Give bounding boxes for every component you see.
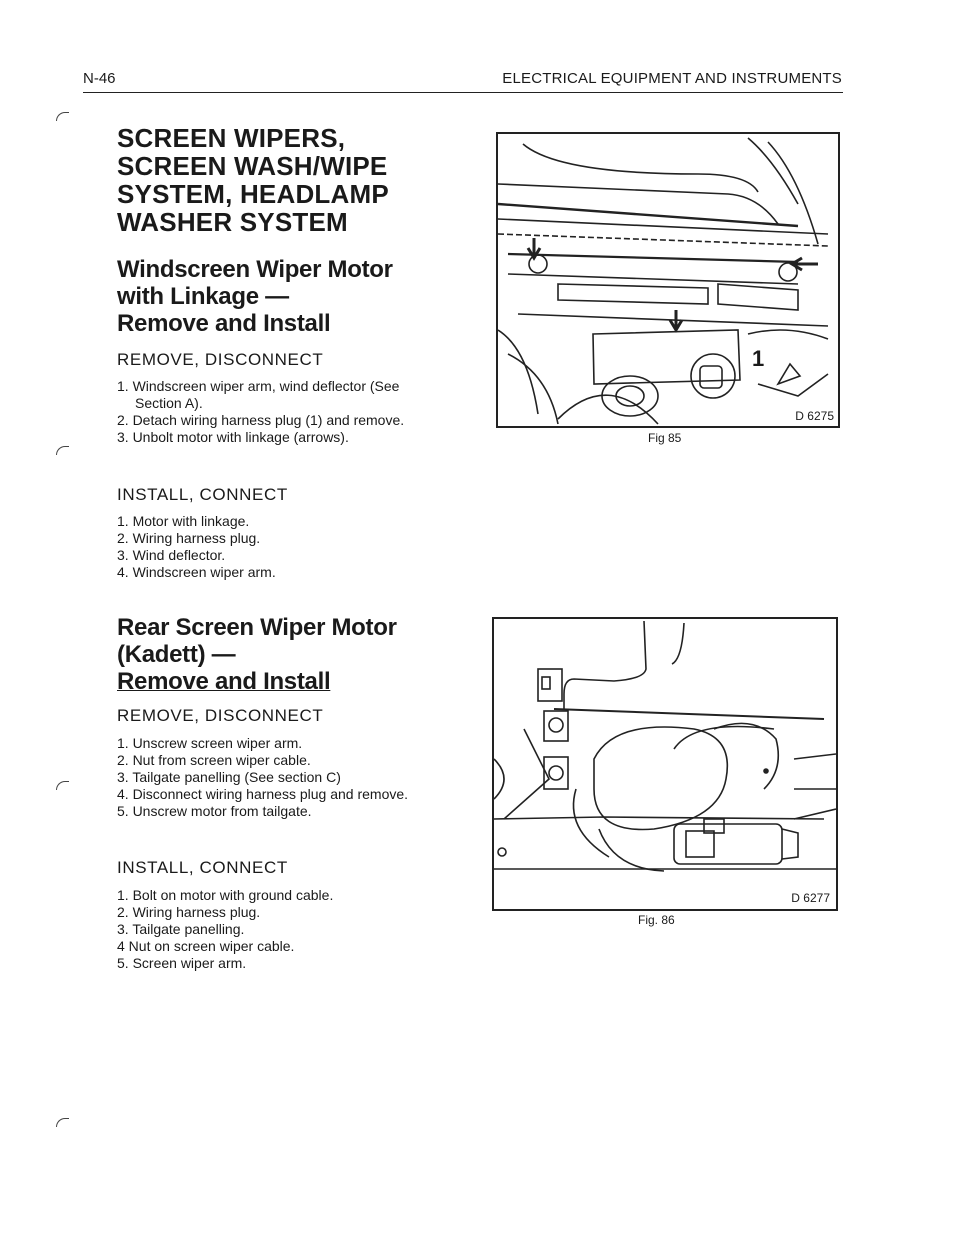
list-item: 3. Tailgate panelling. <box>117 921 245 937</box>
rear-motor-title-line3: Remove and Install <box>117 668 331 695</box>
rear-motor-title-line2: (Kadett) — <box>117 641 236 668</box>
front-install-heading: INSTALL, CONNECT <box>117 485 288 504</box>
list-item: 2. Detach wiring harness plug (1) and remove. <box>117 412 405 428</box>
figure-86-caption: Fig. 86 <box>638 913 675 927</box>
rear-wiper-motor-illustration <box>494 619 836 909</box>
list-item: 3. Unbolt motor with linkage (arrows). <box>117 429 349 445</box>
rear-motor-title <box>117 614 457 695</box>
list-item: 2. Wiring harness plug. <box>117 530 261 546</box>
list-item: 2. Wiring harness plug. <box>117 904 261 920</box>
callout-1: 1 <box>752 346 765 371</box>
list-item: 4 Nut on screen wiper cable. <box>117 938 295 954</box>
front-remove-heading: REMOVE, DISCONNECT <box>117 350 324 369</box>
figure-86-code: D 6277 <box>791 891 830 905</box>
margin-mark <box>56 1118 69 1127</box>
front-motor-title-line2: with Linkage — <box>117 283 289 310</box>
figure-85-code: D 6275 <box>795 409 834 423</box>
front-motor-title-line1: Windscreen Wiper Motor <box>117 256 393 283</box>
list-item: 1. Windscreen wiper arm, wind deflector (See Section A). <box>117 378 400 411</box>
front-remove-steps <box>117 378 417 446</box>
wiper-linkage-illustration <box>498 134 838 426</box>
figure-86 <box>492 617 838 911</box>
list-item: 2. Nut from screen wiper cable. <box>117 752 311 768</box>
list-item: 4. Disconnect wiring harness plug and remove. <box>117 786 409 802</box>
margin-mark <box>56 781 69 790</box>
header-rule <box>83 92 843 93</box>
list-item: 5. Unscrew motor from tailgate. <box>117 803 312 819</box>
rear-install-heading: INSTALL, CONNECT <box>117 858 288 877</box>
front-motor-title <box>117 256 457 337</box>
figure-85 <box>496 132 840 428</box>
section-title: SCREEN WIPERS, SCREEN WASH/WIPE SYSTEM, HEADLAMP WASHER SYSTEM <box>117 123 389 237</box>
list-item: 1. Bolt on motor with ground cable. <box>117 887 334 903</box>
front-install-steps <box>117 513 417 581</box>
list-item: 5. Screen wiper arm. <box>117 955 247 971</box>
list-item: 1. Motor with linkage. <box>117 513 250 529</box>
figure-85-caption: Fig 85 <box>648 431 682 445</box>
list-item: 4. Windscreen wiper arm. <box>117 564 276 580</box>
list-item: 3. Wind deflector. <box>117 547 226 563</box>
running-title: ELECTRICAL EQUIPMENT AND INSTRUMENTS <box>502 70 842 87</box>
rear-remove-steps <box>117 735 417 820</box>
rear-install-steps <box>117 887 417 972</box>
margin-mark <box>56 112 69 121</box>
rear-motor-title-line1: Rear Screen Wiper Motor <box>117 614 397 641</box>
page-number: N-46 <box>83 70 116 87</box>
list-item: 1. Unscrew screen wiper arm. <box>117 735 303 751</box>
rear-remove-heading: REMOVE, DISCONNECT <box>117 706 324 725</box>
list-item: 3. Tailgate panelling (See section C) <box>117 769 341 785</box>
margin-mark <box>56 446 69 455</box>
front-motor-title-line3: Remove and Install <box>117 310 331 337</box>
